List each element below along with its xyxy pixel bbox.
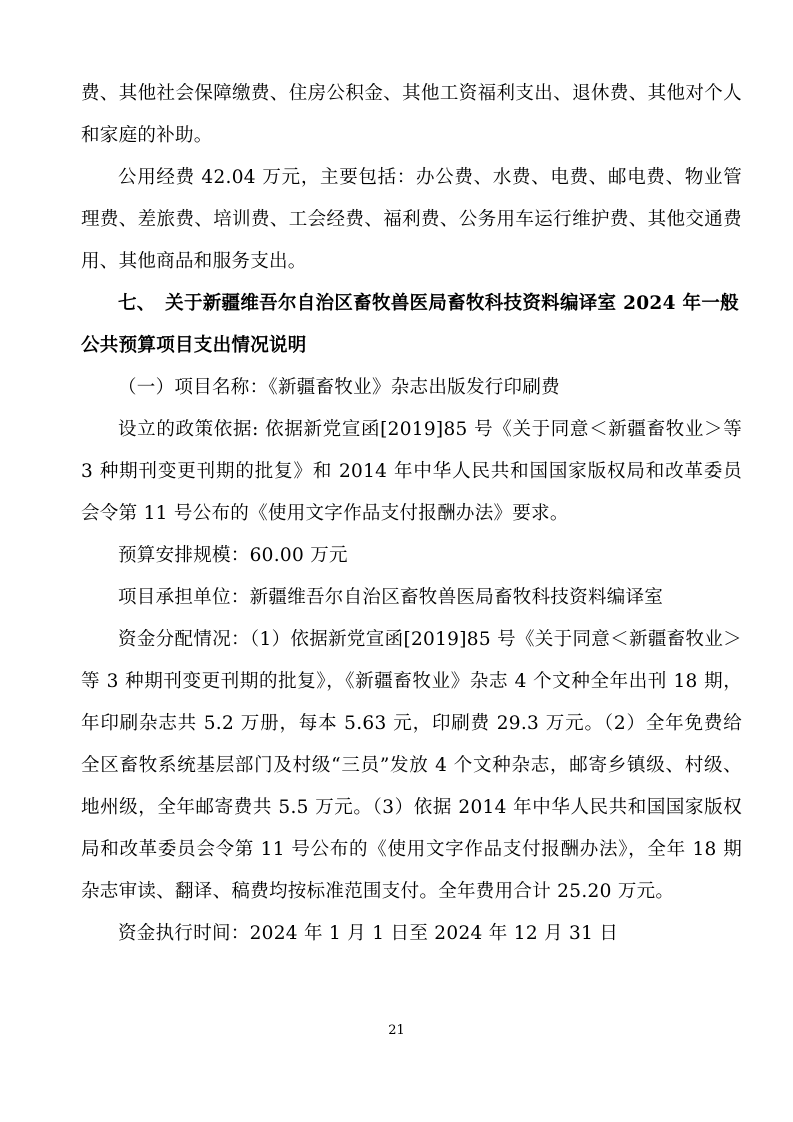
body-paragraph-execution-time: 资金执行时间：2024 年 1 月 1 日至 2024 年 12 月 31 日 (118, 923, 619, 944)
body-paragraph-undertaking-unit: 项目承担单位：新疆维吾尔自治区畜牧兽医局畜牧科技资料编译室 (118, 587, 664, 608)
page-number: 21 (388, 1023, 405, 1038)
body-paragraph-fund-allocation: 资金分配情况：（1）依据新党宣函[2019]85 号《关于同意＜新疆畜牧业＞等 3 种期刊变更刊期的批复》，《新疆畜牧业》杂志 4 个文种全年出刊 18 期，年印刷杂志共 5.2 万册，每本 5.63 元，印刷费 29.3 万元。（2）全年免费给全区畜牧系统基层部门及村级“三员”发放 4 个文种杂志，邮寄乡镇级、村级、地州级，全年邮寄费共 5.5 万元。（3）依据 2014 年中华人民共和国国家版权局和改革委员会令第 11 号公布的《使用文字作品支付报酬办法》，全年 18 期杂志审读、翻译、稿费均按标准范围支付。全年费用合计 25.20 万元。 (81, 629, 742, 902)
body-paragraph-budget-scale: 预算安排规模：60.00 万元 (118, 545, 348, 566)
body-paragraph-public-funds: 公用经费 42.04 万元，主要包括：办公费、水费、电费、邮电费、物业管理费、差旅费、培训费、工会经费、福利费、公务用车运行维护费、其他交通费用、其他商品和服务支出。 (81, 167, 742, 272)
document-body (81, 73, 742, 955)
section-heading: 七、 关于新疆维吾尔自治区畜牧兽医局畜牧科技资料编译室 2024 年一般公共预算项目支出情况说明 (81, 293, 739, 356)
body-paragraph-policy-basis: 设立的政策依据: 依据新党宣函[2019]85 号《关于同意＜新疆畜牧业＞等 3 种期刊变更刊期的批复》和 2014 年中华人民共和国国家版权局和改革委员会令第 11 号公布的《使用文字作品支付报酬办法》要求。 (81, 419, 742, 524)
body-paragraph-project-name: （一）项目名称：《新疆畜牧业》杂志出版发行印刷费 (118, 377, 560, 398)
body-paragraph-welfare-continuation: 费、其他社会保障缴费、住房公积金、其他工资福利支出、退休费、其他对个人和家庭的补助。 (81, 83, 742, 146)
